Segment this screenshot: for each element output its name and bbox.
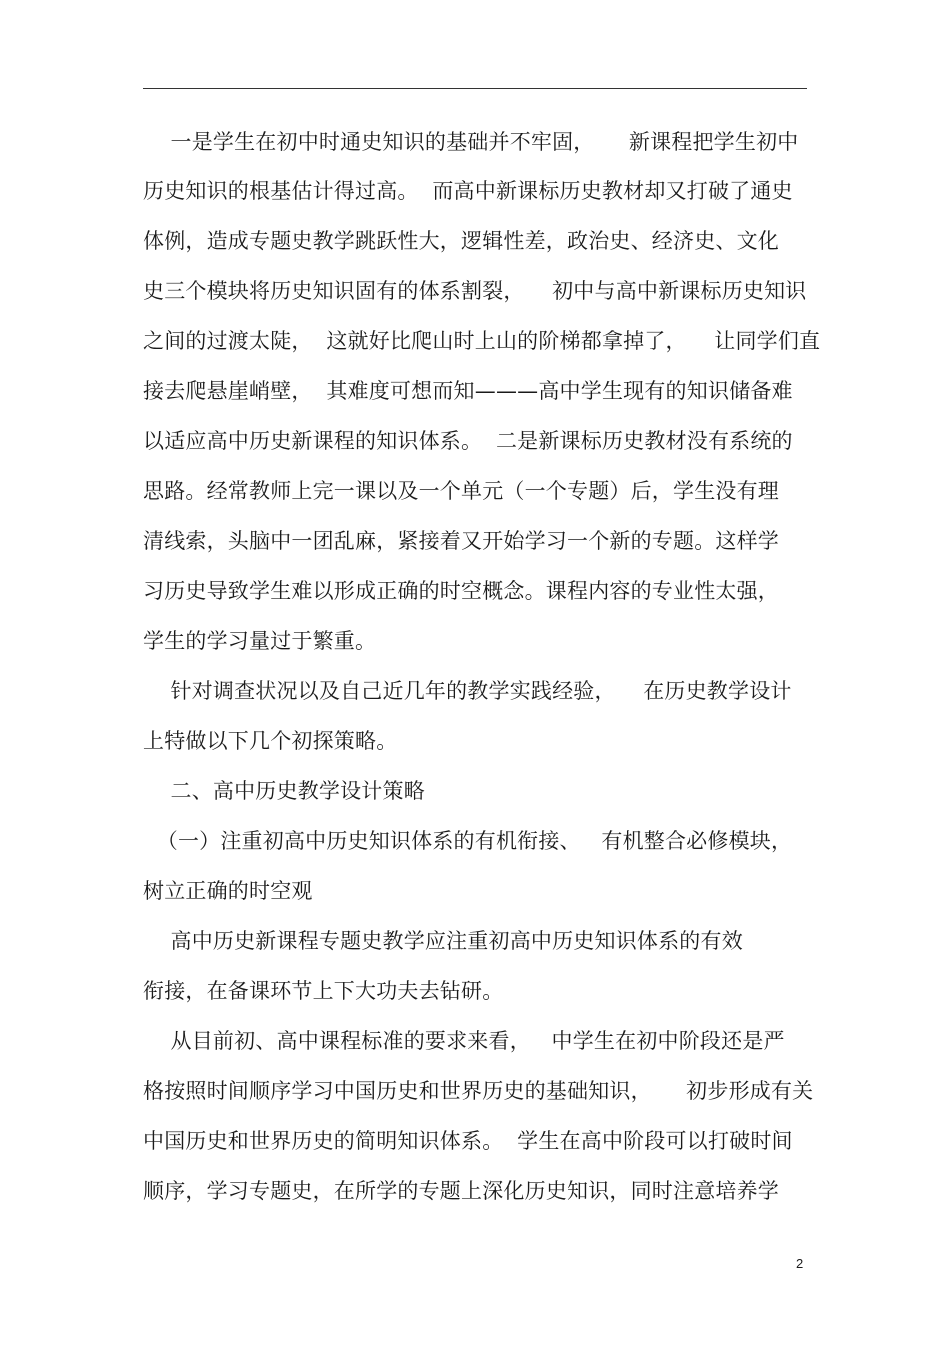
text-line: 接去爬悬崖峭壁， 其难度可想而知———高中学生现有的知识储备难 [143, 379, 793, 403]
text-line: 以适应高中历史新课程的知识体系。 二是新课标历史教材没有系统的 [143, 429, 793, 453]
text-line: 中国历史和世界历史的简明知识体系。 学生在高中阶段可以打破时间 [143, 1129, 793, 1153]
text-line: 思路。经常教师上完一课以及一个单元（一个专题）后，学生没有理 [143, 479, 779, 503]
text-line: 衔接，在备课环节上下大功夫去钻研。 [143, 979, 504, 1003]
text-line: 上特做以下几个初探策略。 [143, 729, 398, 753]
text-line: 习历史导致学生难以形成正确的时空概念。课程内容的专业性太强， [143, 579, 779, 603]
text-line: 格按照时间顺序学习中国历史和世界历史的基础知识， 初步形成有关 [143, 1079, 814, 1103]
text-line: 树立正确的时空观 [143, 879, 313, 903]
text-line: 学生的学习量过于繁重。 [143, 629, 377, 653]
text-line: 历史知识的根基估计得过高。 而高中新课标历史教材却又打破了通史 [143, 179, 793, 203]
text-line: 针对调查状况以及自己近几年的教学实践经验， 在历史教学设计 [143, 679, 792, 703]
text-line: 顺序，学习专题史，在所学的专题上深化历史知识，同时注意培养学 [143, 1179, 779, 1203]
text-line: 史三个模块将历史知识固有的体系割裂， 初中与高中新课标历史知识 [143, 279, 807, 303]
text-line: 一是学生在初中时通史知识的基础并不牢固， 新课程把学生初中 [143, 130, 799, 154]
page-number: 2 [796, 1256, 804, 1271]
text-line: 体例，造成专题史教学跳跃性大，逻辑性差，政治史、经济史、文化 [143, 229, 779, 253]
text-line: 清线索，头脑中一团乱麻，紧接着又开始学习一个新的专题。这样学 [143, 529, 779, 553]
text-line: 从目前初、高中课程标准的要求来看， 中学生在初中阶段还是严 [143, 1029, 785, 1053]
text-line: 之间的过渡太陡， 这就好比爬山时上山的阶梯都拿掉了， 让同学们直 [143, 329, 821, 353]
text-line: 高中历史新课程专题史教学应注重初高中历史知识体系的有效 [143, 929, 743, 953]
subsection-heading: （一）注重初高中历史知识体系的有机衔接、 有机整合必修模块， [143, 829, 793, 853]
header-rule [143, 88, 807, 89]
section-heading: 二、高中历史教学设计策略 [143, 779, 425, 803]
